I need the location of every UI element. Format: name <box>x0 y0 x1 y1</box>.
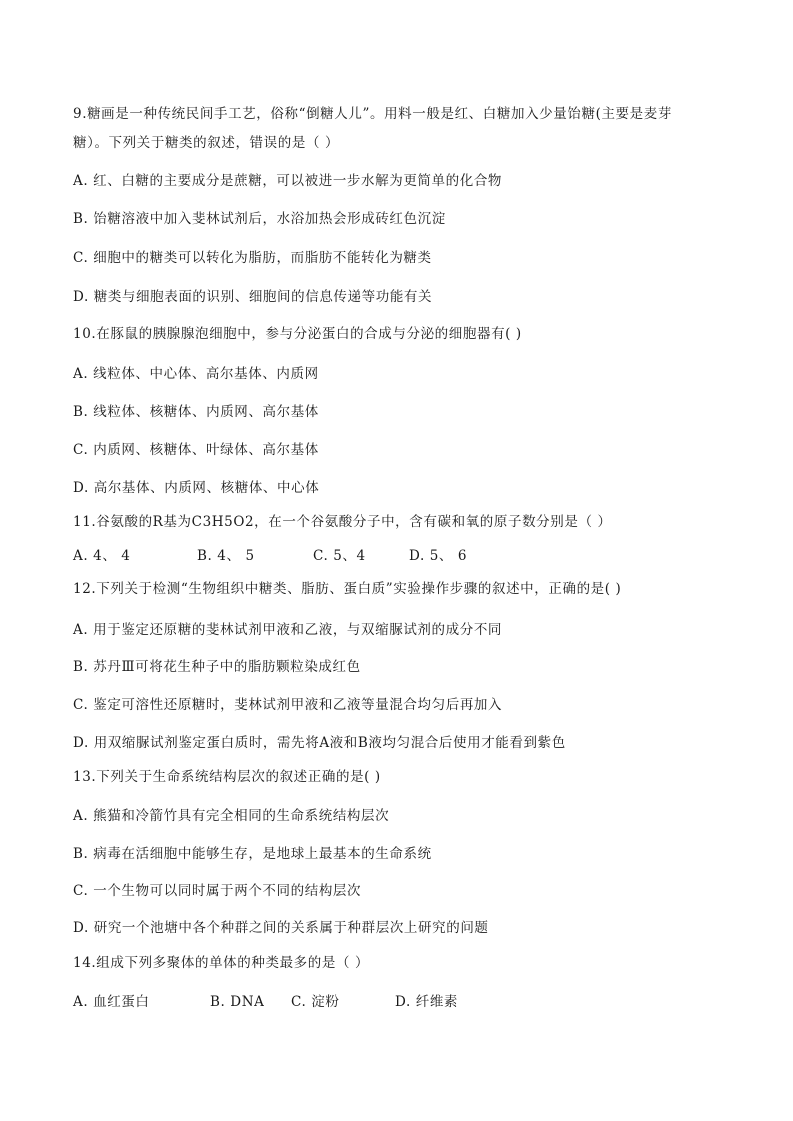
question-9-option-d: D. 糖类与细胞表面的识别、细胞间的信息传递等功能有关 <box>73 289 433 305</box>
question-9-option-b: B. 饴糖溶液中加入斐林试剂后，水浴加热会形成砖红色沉淀 <box>73 211 446 227</box>
question-11-option-d: D. 5、 6 <box>409 548 468 564</box>
question-11-stem: 11.谷氨酸的R基为C3H5O2，在一个谷氨酸分子中，含有碳和氧的原子数分别是（ ） <box>73 514 612 530</box>
question-14-stem: 14.组成下列多聚体的单体的种类最多的是（ ） <box>73 955 370 971</box>
question-9-stem-line-1: 9.糖画是一种传统民间手工艺，俗称“倒糖人儿”。用料一般是红、白糖加入少量饴糖(主要是麦芽 <box>73 106 672 122</box>
question-12-option-c: C. 鉴定可溶性还原糖时，斐林试剂甲液和乙液等量混合均匀后再加入 <box>73 697 503 713</box>
question-14-option-b: B. DNA <box>210 994 265 1010</box>
question-9-option-a: A. 红、白糖的主要成分是蔗糖，可以被进一步水解为更简单的化合物 <box>73 173 503 189</box>
question-14-option-a: A. 血红蛋白 <box>73 994 150 1010</box>
question-11-option-a: A. 4、 4 <box>73 548 131 564</box>
question-13-option-d: D. 研究一个池塘中各个种群之间的关系属于种群层次上研究的问题 <box>73 920 489 936</box>
question-12-option-b: B. 苏丹Ⅲ可将花生种子中的脂肪颗粒染成红色 <box>73 659 361 675</box>
question-12-option-d: D. 用双缩脲试剂鉴定蛋白质时，需先将A液和B液均匀混合后使用才能看到紫色 <box>73 735 566 751</box>
question-10-option-b: B. 线粒体、核糖体、内质网、高尔基体 <box>73 404 319 420</box>
question-14-options <box>73 993 733 1011</box>
question-12-option-a: A. 用于鉴定还原糖的斐林试剂甲液和乙液，与双缩脲试剂的成分不同 <box>73 622 503 638</box>
question-11-option-c: C. 5、4 <box>313 548 366 564</box>
question-10-stem: 10.在豚鼠的胰腺腺泡细胞中，参与分泌蛋白的合成与分泌的细胞器有( ) <box>73 326 522 342</box>
question-9-option-c: C. 细胞中的糖类可以转化为脂肪，而脂肪不能转化为糖类 <box>73 250 432 266</box>
question-13-stem: 13.下列关于生命系统结构层次的叙述正确的是( ) <box>73 769 381 785</box>
question-12-stem: 12.下列关于检测“生物组织中糖类、脂肪、蛋白质”实验操作步骤的叙述中，正确的是( ) <box>73 581 622 597</box>
question-10-option-d: D. 高尔基体、内质网、核糖体、中心体 <box>73 480 320 496</box>
question-14-option-c: C. 淀粉 <box>291 994 340 1010</box>
question-11-options <box>73 547 733 565</box>
question-9-stem-line-2: 糖）。下列关于糖类的叙述，错误的是（ ） <box>73 135 340 151</box>
question-11-option-b: B. 4、 5 <box>197 548 255 564</box>
question-10-option-c: C. 内质网、核糖体、叶绿体、高尔基体 <box>73 442 319 458</box>
question-13-option-c: C. 一个生物可以同时属于两个不同的结构层次 <box>73 883 362 899</box>
question-10-option-a: A. 线粒体、中心体、高尔基体、内质网 <box>73 366 319 382</box>
question-13-option-b: B. 病毒在活细胞中能够生存，是地球上最基本的生命系统 <box>73 846 432 862</box>
question-13-option-a: A. 熊猫和冷箭竹具有完全相同的生命系统结构层次 <box>73 808 390 824</box>
question-14-option-d: D. 纤维素 <box>395 994 459 1010</box>
